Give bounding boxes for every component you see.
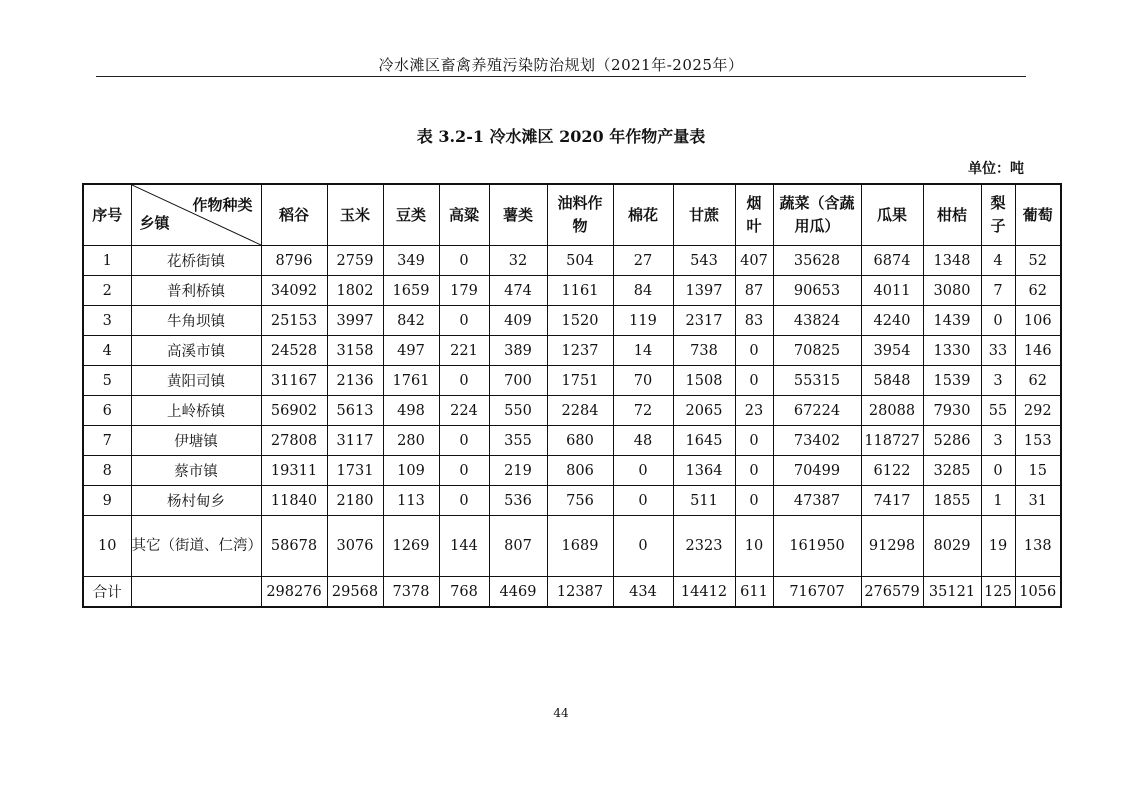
value-cell: 842 <box>383 306 439 336</box>
value-cell: 3158 <box>327 336 383 366</box>
town-cell: 其它（街道、仁湾） <box>131 516 261 577</box>
index-cell: 5 <box>83 366 131 396</box>
value-cell: 27 <box>613 246 673 276</box>
value-cell: 72 <box>613 396 673 426</box>
value-cell: 179 <box>439 276 489 306</box>
value-cell: 5848 <box>861 366 923 396</box>
unit-label: 单位：吨 <box>968 161 1024 177</box>
value-cell: 109 <box>383 456 439 486</box>
value-cell: 1659 <box>383 276 439 306</box>
value-cell: 12387 <box>547 577 613 608</box>
value-cell: 7417 <box>861 486 923 516</box>
value-cell: 504 <box>547 246 613 276</box>
value-cell: 35628 <box>773 246 861 276</box>
value-cell: 1855 <box>923 486 981 516</box>
index-header: 序号 <box>83 184 131 246</box>
value-cell: 434 <box>613 577 673 608</box>
value-cell: 0 <box>981 306 1015 336</box>
town-cell: 普利桥镇 <box>131 276 261 306</box>
value-cell: 32 <box>489 246 547 276</box>
value-cell: 0 <box>439 366 489 396</box>
value-cell: 87 <box>735 276 773 306</box>
value-cell: 52 <box>1015 246 1061 276</box>
value-cell: 1802 <box>327 276 383 306</box>
value-cell: 3997 <box>327 306 383 336</box>
column-header: 油料作物 <box>547 184 613 246</box>
value-cell: 28088 <box>861 396 923 426</box>
value-cell: 0 <box>613 516 673 577</box>
value-cell: 2065 <box>673 396 735 426</box>
value-cell: 219 <box>489 456 547 486</box>
column-header: 薯类 <box>489 184 547 246</box>
value-cell: 31 <box>1015 486 1061 516</box>
value-cell: 2317 <box>673 306 735 336</box>
value-cell: 62 <box>1015 276 1061 306</box>
column-header: 甘蔗 <box>673 184 735 246</box>
value-cell: 280 <box>383 426 439 456</box>
value-cell: 70 <box>613 366 673 396</box>
value-cell: 125 <box>981 577 1015 608</box>
table-row <box>83 486 1061 516</box>
table-row <box>83 456 1061 486</box>
town-cell: 黄阳司镇 <box>131 366 261 396</box>
table-row <box>83 246 1061 276</box>
value-cell: 1237 <box>547 336 613 366</box>
value-cell: 0 <box>613 486 673 516</box>
running-header: 冷水滩区畜禽养殖污染防治规划（2021年-2025年） <box>378 56 744 74</box>
value-cell: 15 <box>1015 456 1061 486</box>
index-cell: 2 <box>83 276 131 306</box>
value-cell: 0 <box>439 456 489 486</box>
value-cell: 2136 <box>327 366 383 396</box>
value-cell: 1330 <box>923 336 981 366</box>
table-row <box>83 516 1061 577</box>
town-cell: 上岭桥镇 <box>131 396 261 426</box>
value-cell: 4 <box>981 246 1015 276</box>
value-cell: 27808 <box>261 426 327 456</box>
table-row <box>83 276 1061 306</box>
index-cell: 9 <box>83 486 131 516</box>
town-cell: 牛角坝镇 <box>131 306 261 336</box>
value-cell: 3 <box>981 366 1015 396</box>
value-cell: 113 <box>383 486 439 516</box>
value-cell: 144 <box>439 516 489 577</box>
value-cell: 2759 <box>327 246 383 276</box>
value-cell: 409 <box>489 306 547 336</box>
column-header: 玉米 <box>327 184 383 246</box>
value-cell: 67224 <box>773 396 861 426</box>
value-cell: 474 <box>489 276 547 306</box>
value-cell: 0 <box>735 456 773 486</box>
value-cell: 62 <box>1015 366 1061 396</box>
value-cell: 119 <box>613 306 673 336</box>
value-cell: 1397 <box>673 276 735 306</box>
value-cell: 0 <box>613 456 673 486</box>
value-cell: 407 <box>735 246 773 276</box>
value-cell: 680 <box>547 426 613 456</box>
index-cell: 1 <box>83 246 131 276</box>
value-cell: 756 <box>547 486 613 516</box>
value-cell: 0 <box>439 426 489 456</box>
value-cell: 10 <box>735 516 773 577</box>
column-header: 蔬菜（含蔬用瓜） <box>773 184 861 246</box>
index-cell: 10 <box>83 516 131 577</box>
table-row <box>83 426 1061 456</box>
value-cell: 8796 <box>261 246 327 276</box>
value-cell: 34092 <box>261 276 327 306</box>
index-cell: 7 <box>83 426 131 456</box>
column-header: 葡萄 <box>1015 184 1061 246</box>
town-cell: 高溪市镇 <box>131 336 261 366</box>
value-cell: 716707 <box>773 577 861 608</box>
value-cell: 292 <box>1015 396 1061 426</box>
total-row <box>83 577 1061 608</box>
value-cell: 19311 <box>261 456 327 486</box>
index-cell: 4 <box>83 336 131 366</box>
value-cell: 700 <box>489 366 547 396</box>
value-cell: 31167 <box>261 366 327 396</box>
value-cell: 611 <box>735 577 773 608</box>
value-cell: 153 <box>1015 426 1061 456</box>
value-cell: 1751 <box>547 366 613 396</box>
value-cell: 70499 <box>773 456 861 486</box>
value-cell: 1539 <box>923 366 981 396</box>
value-cell: 543 <box>673 246 735 276</box>
table-row <box>83 396 1061 426</box>
column-header: 高粱 <box>439 184 489 246</box>
index-cell: 6 <box>83 396 131 426</box>
table-row <box>83 366 1061 396</box>
value-cell: 1689 <box>547 516 613 577</box>
value-cell: 29568 <box>327 577 383 608</box>
value-cell: 11840 <box>261 486 327 516</box>
column-header: 柑桔 <box>923 184 981 246</box>
value-cell: 276579 <box>861 577 923 608</box>
value-cell: 23 <box>735 396 773 426</box>
value-cell: 0 <box>735 426 773 456</box>
value-cell: 33 <box>981 336 1015 366</box>
value-cell: 0 <box>981 456 1015 486</box>
value-cell: 58678 <box>261 516 327 577</box>
value-cell: 497 <box>383 336 439 366</box>
value-cell: 118727 <box>861 426 923 456</box>
value-cell: 0 <box>439 486 489 516</box>
value-cell: 3 <box>981 426 1015 456</box>
column-header: 稻谷 <box>261 184 327 246</box>
value-cell: 25153 <box>261 306 327 336</box>
value-cell: 5613 <box>327 396 383 426</box>
value-cell: 0 <box>439 246 489 276</box>
value-cell: 14 <box>613 336 673 366</box>
value-cell: 48 <box>613 426 673 456</box>
table-body <box>83 246 1061 608</box>
value-cell: 1508 <box>673 366 735 396</box>
value-cell: 55 <box>981 396 1015 426</box>
value-cell: 35121 <box>923 577 981 608</box>
value-cell: 0 <box>735 366 773 396</box>
value-cell: 19 <box>981 516 1015 577</box>
value-cell: 1520 <box>547 306 613 336</box>
value-cell: 807 <box>489 516 547 577</box>
value-cell: 806 <box>547 456 613 486</box>
value-cell: 3954 <box>861 336 923 366</box>
value-cell: 3076 <box>327 516 383 577</box>
value-cell: 73402 <box>773 426 861 456</box>
value-cell: 47387 <box>773 486 861 516</box>
value-cell: 3117 <box>327 426 383 456</box>
value-cell: 4240 <box>861 306 923 336</box>
index-cell: 3 <box>83 306 131 336</box>
page-number: 44 <box>553 706 569 720</box>
header-rule <box>96 76 1026 77</box>
value-cell: 7930 <box>923 396 981 426</box>
table-row <box>83 306 1061 336</box>
value-cell: 56902 <box>261 396 327 426</box>
town-cell: 花桥街镇 <box>131 246 261 276</box>
diagonal-top-label: 作物种类 <box>192 196 253 214</box>
crop-yield-table <box>82 183 1062 608</box>
value-cell: 2323 <box>673 516 735 577</box>
table-title: 表 3.2-1 冷水滩区 2020 年作物产量表 <box>416 127 706 146</box>
town-cell: 伊塘镇 <box>131 426 261 456</box>
value-cell: 55315 <box>773 366 861 396</box>
value-cell: 221 <box>439 336 489 366</box>
value-cell: 146 <box>1015 336 1061 366</box>
column-header: 梨子 <box>981 184 1015 246</box>
value-cell: 7378 <box>383 577 439 608</box>
value-cell: 224 <box>439 396 489 426</box>
value-cell: 298276 <box>261 577 327 608</box>
value-cell: 1056 <box>1015 577 1061 608</box>
value-cell: 0 <box>735 336 773 366</box>
value-cell: 2180 <box>327 486 383 516</box>
value-cell: 7 <box>981 276 1015 306</box>
value-cell: 14412 <box>673 577 735 608</box>
value-cell: 1348 <box>923 246 981 276</box>
value-cell: 1 <box>981 486 1015 516</box>
town-cell: 蔡市镇 <box>131 456 261 486</box>
value-cell: 1439 <box>923 306 981 336</box>
value-cell: 138 <box>1015 516 1061 577</box>
value-cell: 355 <box>489 426 547 456</box>
value-cell: 498 <box>383 396 439 426</box>
value-cell: 1269 <box>383 516 439 577</box>
value-cell: 2284 <box>547 396 613 426</box>
value-cell: 84 <box>613 276 673 306</box>
value-cell: 4011 <box>861 276 923 306</box>
column-header: 瓜果 <box>861 184 923 246</box>
value-cell: 1761 <box>383 366 439 396</box>
value-cell: 536 <box>489 486 547 516</box>
total-label-cell: 合计 <box>83 577 131 608</box>
value-cell: 6122 <box>861 456 923 486</box>
value-cell: 5286 <box>923 426 981 456</box>
value-cell: 349 <box>383 246 439 276</box>
value-cell: 8029 <box>923 516 981 577</box>
column-header: 豆类 <box>383 184 439 246</box>
diagonal-bottom-label: 乡镇 <box>139 214 170 232</box>
index-cell: 8 <box>83 456 131 486</box>
value-cell: 161950 <box>773 516 861 577</box>
value-cell: 6874 <box>861 246 923 276</box>
value-cell: 0 <box>439 306 489 336</box>
value-cell: 83 <box>735 306 773 336</box>
value-cell: 1364 <box>673 456 735 486</box>
diagonal-header <box>131 184 261 246</box>
value-cell: 3080 <box>923 276 981 306</box>
value-cell: 511 <box>673 486 735 516</box>
value-cell: 70825 <box>773 336 861 366</box>
value-cell: 24528 <box>261 336 327 366</box>
value-cell: 389 <box>489 336 547 366</box>
table-header-row <box>83 184 1061 246</box>
column-header: 棉花 <box>613 184 673 246</box>
column-header: 烟叶 <box>735 184 773 246</box>
value-cell: 768 <box>439 577 489 608</box>
value-cell: 91298 <box>861 516 923 577</box>
town-cell <box>131 577 261 608</box>
value-cell: 3285 <box>923 456 981 486</box>
value-cell: 1161 <box>547 276 613 306</box>
value-cell: 106 <box>1015 306 1061 336</box>
town-cell: 杨村甸乡 <box>131 486 261 516</box>
value-cell: 1645 <box>673 426 735 456</box>
value-cell: 4469 <box>489 577 547 608</box>
table-row <box>83 336 1061 366</box>
value-cell: 43824 <box>773 306 861 336</box>
value-cell: 90653 <box>773 276 861 306</box>
value-cell: 550 <box>489 396 547 426</box>
value-cell: 738 <box>673 336 735 366</box>
value-cell: 1731 <box>327 456 383 486</box>
value-cell: 0 <box>735 486 773 516</box>
